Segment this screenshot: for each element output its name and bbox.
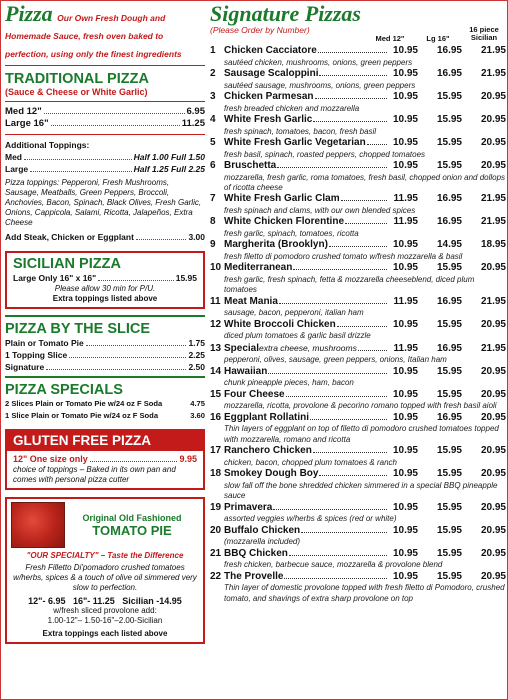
col-lg: Lg 16" (426, 34, 450, 43)
signature-item-line (210, 366, 506, 379)
item-name: Special (224, 342, 260, 354)
item-description: mozzarella, ricotta, provolone & pecorino romano topped with fresh basil aioli (224, 401, 497, 411)
item-price-lg: 15.95 (436, 524, 462, 536)
item-price-lg: 16.95 (436, 193, 462, 205)
item-name: Hawaiian (224, 365, 268, 377)
item-description: fresh garlic, spinach, tomatoes, ricotta (224, 229, 359, 238)
item-price-med: 11.95 (393, 342, 418, 354)
item-number: 12 (210, 318, 222, 330)
item-description: fresh garlic, fresh spinach, fetta & mozzarella cheeseblend, diced plum tomatoes (224, 275, 475, 295)
tomato-pie-prices: 12"- 6.95 16"- 11.25 Sicilian -14.95 (28, 596, 182, 606)
signature-item (210, 262, 506, 295)
item-name: Eggplant Rollatini (224, 411, 309, 423)
tomato-pie-kicker: Original Old Fashioned (82, 512, 182, 523)
item-name: Meat Mania (224, 295, 278, 307)
signature-item-line (210, 412, 506, 425)
item-description: pepperoni, olives, sausage, green peppers, onions, Italian ham (224, 355, 447, 365)
item-price-sicilian: 18.95 (480, 239, 506, 251)
item-number: 17 (210, 445, 222, 457)
item-description: fresh spinach and clams, with our own blended spices (224, 206, 416, 215)
tomato-pie-provolone: w/fresh sliced provolone add: (53, 606, 157, 615)
specials-section (5, 378, 205, 422)
item-price-med: 10.95 (392, 262, 418, 274)
signature-item (210, 216, 506, 239)
item-name: Bruschetta (224, 160, 277, 171)
item-price-med: 10.95 (392, 501, 418, 513)
item-price-med: 10.95 (392, 45, 418, 56)
signature-item (210, 468, 506, 501)
item-price-lg: 15.95 (436, 445, 462, 457)
signature-item-line (210, 571, 506, 584)
signature-item (210, 239, 506, 262)
item-description: fresh basil, spinach, roasted peppers, chopped tomatoes (224, 149, 426, 159)
item-description: sautéed chicken, mushrooms, onions, green peppers (224, 57, 413, 67)
item-number: 14 (210, 365, 222, 377)
signature-item-line (210, 193, 506, 206)
item-price-lg: 15.95 (436, 160, 462, 171)
item-price-sicilian: 20.95 (480, 388, 506, 400)
right-column (210, 3, 506, 604)
item-name: Four Cheese (224, 388, 285, 400)
topping-row-large: Large Half 1.25 Full 2.25 (5, 164, 205, 174)
signature-item-line (210, 160, 506, 173)
item-price-med: 10.95 (392, 239, 418, 251)
item-price-sicilian: 20.95 (480, 365, 506, 377)
signature-item-line (210, 216, 506, 229)
item-price-lg: 15.95 (436, 365, 462, 377)
item-price-sicilian: 20.95 (480, 445, 506, 457)
item-price-lg: 15.95 (436, 318, 462, 330)
item-price-sicilian: 21.95 (480, 193, 506, 205)
size-row-med: Med 12" 6.95 (5, 106, 205, 117)
item-price-sicilian: 21.95 (480, 216, 506, 228)
item-price-med: 10.95 (392, 445, 418, 457)
item-description: Thin layer of domestic provolone topped with fresh filetto di Pomodoro, crushed tomato, and shavings of extra sharp provolone on top (224, 583, 505, 603)
tomato-pie-extra: Extra toppings each listed above (42, 629, 168, 638)
tomato-pie-title: TOMATO PIE (92, 522, 172, 538)
item-number: 1 (210, 45, 216, 56)
item-name: Sausage Scaloppini (224, 68, 319, 79)
item-price-med: 11.95 (393, 216, 418, 228)
item-price-med: 10.95 (392, 365, 418, 377)
item-number: 10 (210, 262, 222, 274)
item-price-lg: 16.95 (436, 295, 462, 307)
item-price-med: 10.95 (392, 114, 418, 125)
signature-item (210, 91, 506, 114)
item-price-med: 10.95 (392, 318, 418, 330)
item-price-med: 10.95 (392, 411, 418, 423)
item-description: Thin layers of eggplant on top of filetto di pomodoro crushed tomatoes topped with mozzarella, romano and ricotta (224, 424, 499, 444)
signature-item-line (210, 319, 506, 332)
signature-item (210, 137, 506, 160)
signature-item-line (210, 389, 506, 402)
item-name: White Fresh Garlic Clam (224, 193, 340, 205)
item-price-sicilian: 20.95 (480, 468, 506, 480)
addons-row: Add Steak, Chicken or Eggplant 3.00 (5, 232, 205, 242)
item-number: 7 (210, 193, 216, 205)
item-price-med: 11.95 (393, 193, 418, 205)
item-price-med: 10.95 (392, 547, 418, 559)
item-number: 5 (210, 137, 216, 148)
item-price-lg: 15.95 (436, 114, 462, 125)
item-name: BBQ Chicken (224, 547, 288, 559)
item-price-sicilian: 20.95 (480, 137, 506, 148)
signature-item (210, 160, 506, 193)
signature-item (210, 502, 506, 525)
item-number: 15 (210, 388, 222, 400)
item-name: Chicken Cacciatore (224, 45, 317, 56)
signature-item-line (210, 239, 506, 252)
gluten-box (5, 429, 205, 490)
signature-item-line (210, 548, 506, 561)
signature-item-line (210, 468, 506, 481)
item-price-sicilian: 20.95 (480, 411, 506, 423)
item-price-sicilian: 20.95 (480, 547, 506, 559)
signature-item (210, 366, 506, 389)
signature-list (210, 45, 506, 604)
item-number: 8 (210, 216, 216, 228)
tomato-pie-box (5, 497, 205, 644)
item-price-lg: 15.95 (436, 468, 462, 480)
traditional-section (5, 65, 205, 243)
pizza-title: Pizza (5, 1, 53, 26)
item-number: 11 (210, 295, 221, 307)
slice-row: Plain or Tomato Pie 1.75 (5, 338, 205, 348)
signature-item (210, 319, 506, 342)
special-row: 2 Slices Plain or Tomato Pie w/24 oz F Soda 4.75 (5, 399, 205, 408)
pizza-header (5, 3, 205, 62)
traditional-subtitle: (Sauce & Cheese or White Garlic) (5, 87, 148, 97)
sicilian-extra: Extra toppings listed above (52, 294, 158, 303)
signature-item (210, 412, 506, 445)
item-number: 3 (210, 91, 216, 102)
item-description: chicken, bacon, chopped plum tomatoes & ranch (224, 457, 397, 467)
item-price-med: 10.95 (392, 160, 418, 171)
item-price-med: 11.95 (393, 295, 418, 307)
slice-row: 1 Topping Slice 2.25 (5, 350, 205, 360)
item-price-med: 10.95 (392, 68, 418, 79)
specials-title: PIZZA SPECIALS (5, 382, 123, 398)
toppings-title: Additional Toppings: (5, 140, 90, 150)
item-description: (mozzarella included) (224, 537, 301, 547)
item-price-sicilian: 21.95 (480, 342, 506, 354)
item-price-med: 10.95 (392, 388, 418, 400)
item-name: White Broccoli Chicken (224, 318, 336, 330)
item-name: White Chicken Florentine (224, 216, 345, 228)
item-price-sicilian: 21.95 (480, 68, 506, 79)
tomato-pie-provolone-prices: 1.00-12"– 1.50-16"–2.00-Sicilian (47, 616, 163, 625)
item-name: Smokey Dough Boy (224, 468, 319, 480)
signature-column-header (210, 25, 506, 45)
item-price-lg: 15.95 (436, 91, 462, 102)
item-number: 18 (210, 468, 222, 480)
item-price-sicilian: 20.95 (480, 262, 506, 274)
signature-item (210, 296, 506, 319)
item-price-lg: 14.95 (436, 239, 462, 251)
tomato-pie-photo (11, 502, 65, 548)
item-price-lg: 16.95 (436, 216, 462, 228)
signature-item (210, 342, 506, 366)
item-name: Chicken Parmesan (224, 91, 314, 102)
tomato-pie-desc: Fresh Filletto Di'pomadoro crushed tomatoes w/herbs, spices & a touch of olive oil simmered very slow to perfection. (13, 563, 197, 592)
special-row: 1 Slice Plain or Tomato Pie w/24 oz F Soda 3.60 (5, 411, 205, 420)
gluten-title: GLUTEN FREE PIZZA (7, 431, 203, 451)
signature-item (210, 445, 506, 468)
item-name: Margherita (Brooklyn) (224, 239, 328, 251)
signature-item (210, 389, 506, 412)
signature-item-line (210, 445, 506, 458)
sicilian-note: Please allow 30 min for P/U. (54, 284, 156, 293)
left-column (5, 3, 205, 644)
signature-item-line (210, 68, 506, 81)
signature-item-line (210, 114, 506, 127)
signature-item-line (210, 45, 506, 58)
signature-item-line: 13 Special extra cheese, mushrooms 11.95 16.95 21.95 (210, 342, 506, 354)
sicilian-price-row: Large Only 16" x 16" 15.95 (13, 273, 197, 283)
gluten-price-row: 12" One size only 9.95 (13, 454, 197, 464)
slice-title: PIZZA BY THE SLICE (5, 321, 151, 337)
item-price-med: 10.95 (392, 91, 418, 102)
slice-row: Signature 2.50 (5, 362, 205, 372)
signature-item (210, 193, 506, 216)
item-price-lg: 16.95 (436, 411, 462, 423)
item-number: 20 (210, 524, 222, 536)
signature-item (210, 45, 506, 68)
signature-item-line (210, 137, 506, 150)
gluten-desc: choice of toppings – Baked in its own pan and comes with personal pizza cutter (13, 465, 176, 484)
item-name: Mediterranean (224, 262, 293, 274)
item-price-lg: 15.95 (436, 137, 462, 148)
item-price-med: 10.95 (392, 524, 418, 536)
tomato-pie-specialty: "OUR SPECIALTY" – Taste the Difference (26, 551, 184, 560)
item-number: 6 (210, 160, 216, 171)
item-number: 16 (210, 411, 222, 423)
item-price-lg: 15.95 (436, 262, 462, 274)
item-price-sicilian: 20.95 (480, 114, 506, 125)
toppings-list: Pizza toppings: Pepperoni, Fresh Mushrooms, Sausage, Meatballs, Green Peppers, Broccoli, Anchovies, Bacon, Spinach, Black Olives, Fresh Garlic, Onions, Cappicola, Salami, Ricotta, Jalapeños, Extra Cheese (5, 178, 202, 227)
item-number: 2 (210, 68, 216, 79)
item-description: diced plum tomatoes & garlic basil drizzle (224, 331, 371, 341)
signature-item (210, 571, 506, 604)
signature-item (210, 525, 506, 548)
topping-row-med: Med Half 1.00 Full 1.50 (5, 152, 205, 162)
item-number: 22 (210, 570, 222, 582)
item-name: White Fresh Garlic (224, 114, 313, 125)
item-description: fresh spinach, tomatoes, bacon, fresh basil (224, 126, 377, 136)
pizza-description: Our Own Fresh Dough and Homemade Sauce, fresh oven baked to perfection, using only the finest ingredients (5, 13, 182, 59)
signature-item (210, 68, 506, 91)
signature-item-line (210, 91, 506, 104)
item-price-lg: 15.95 (436, 547, 462, 559)
signature-item (210, 548, 506, 571)
size-row-large: Large 16" 11.25 (5, 118, 205, 129)
signature-item-line (210, 296, 506, 309)
signature-subtitle: (Please Order by Number) (210, 25, 310, 35)
item-name: Ranchero Chicken (224, 445, 312, 457)
item-description: chunk pineapple pieces, ham, bacon (224, 378, 354, 388)
item-price-med: 10.95 (392, 570, 418, 582)
item-price-sicilian: 20.95 (480, 91, 506, 102)
item-number: 19 (210, 501, 222, 513)
signature-item-line (210, 525, 506, 538)
item-description: sautéed sausage, mushrooms, onions, green peppers (224, 80, 416, 90)
item-number: 9 (210, 239, 216, 251)
signature-item (210, 114, 506, 137)
item-price-lg: 15.95 (436, 501, 462, 513)
item-name: The Provelle (224, 570, 284, 582)
item-price-sicilian: 20.95 (480, 570, 506, 582)
item-price-sicilian: 20.95 (480, 318, 506, 330)
item-price-lg: 16.95 (436, 45, 462, 56)
sicilian-title: SICILIAN PIZZA (13, 256, 121, 272)
item-price-lg: 15.95 (436, 388, 462, 400)
item-price-sicilian: 21.95 (480, 295, 506, 307)
col-sicilian: 16 piece Sicilian (469, 25, 499, 42)
item-price-sicilian: 20.95 (480, 160, 506, 171)
item-price-med: 10.95 (392, 137, 418, 148)
item-description: slow fall off the bone shredded chicken simmered in a special BBQ pineapple sauce (224, 480, 498, 501)
item-price-sicilian: 20.95 (480, 501, 506, 513)
signature-item-line (210, 262, 506, 275)
item-number: 13 (210, 342, 222, 354)
item-price-lg: 16.95 (436, 68, 462, 79)
item-price-sicilian: 21.95 (480, 45, 506, 56)
item-description: fresh filetto di pomodoro crushed tomato w/fresh mozzarella & basil (224, 252, 463, 261)
item-price-lg: 16.95 (436, 342, 462, 354)
signature-item-line (210, 502, 506, 515)
item-description: fresh breaded chicken and mozzarella (224, 103, 360, 113)
item-description: mozzarella, fresh garlic, roma tomatoes, fresh basil, chopped onion and dollops of ricotta cheese (224, 172, 506, 192)
item-price-lg: 15.95 (436, 570, 462, 582)
item-number: 21 (210, 547, 222, 559)
slice-section (5, 317, 205, 373)
item-description: assorted veggies w/herbs & spices (red or white) (224, 514, 397, 524)
col-med: Med 12" (375, 34, 405, 43)
traditional-title: TRADITIONAL PIZZA (5, 71, 149, 87)
item-price-sicilian: 20.95 (480, 524, 506, 536)
item-description: sausage, bacon, pepperoni, italian ham (224, 308, 364, 318)
item-number: 4 (210, 114, 216, 125)
item-price-med: 10.95 (392, 468, 418, 480)
signature-title: Signature Pizzas (210, 1, 361, 26)
item-name: Buffalo Chicken (224, 524, 301, 536)
item-name: Primavera (224, 501, 273, 513)
item-description: fresh chicken, barbecue sauce, mozzarella & provolone blend (224, 560, 443, 570)
item-name: White Fresh Garlic Vegetarian (224, 137, 366, 148)
sicilian-box (5, 251, 205, 309)
